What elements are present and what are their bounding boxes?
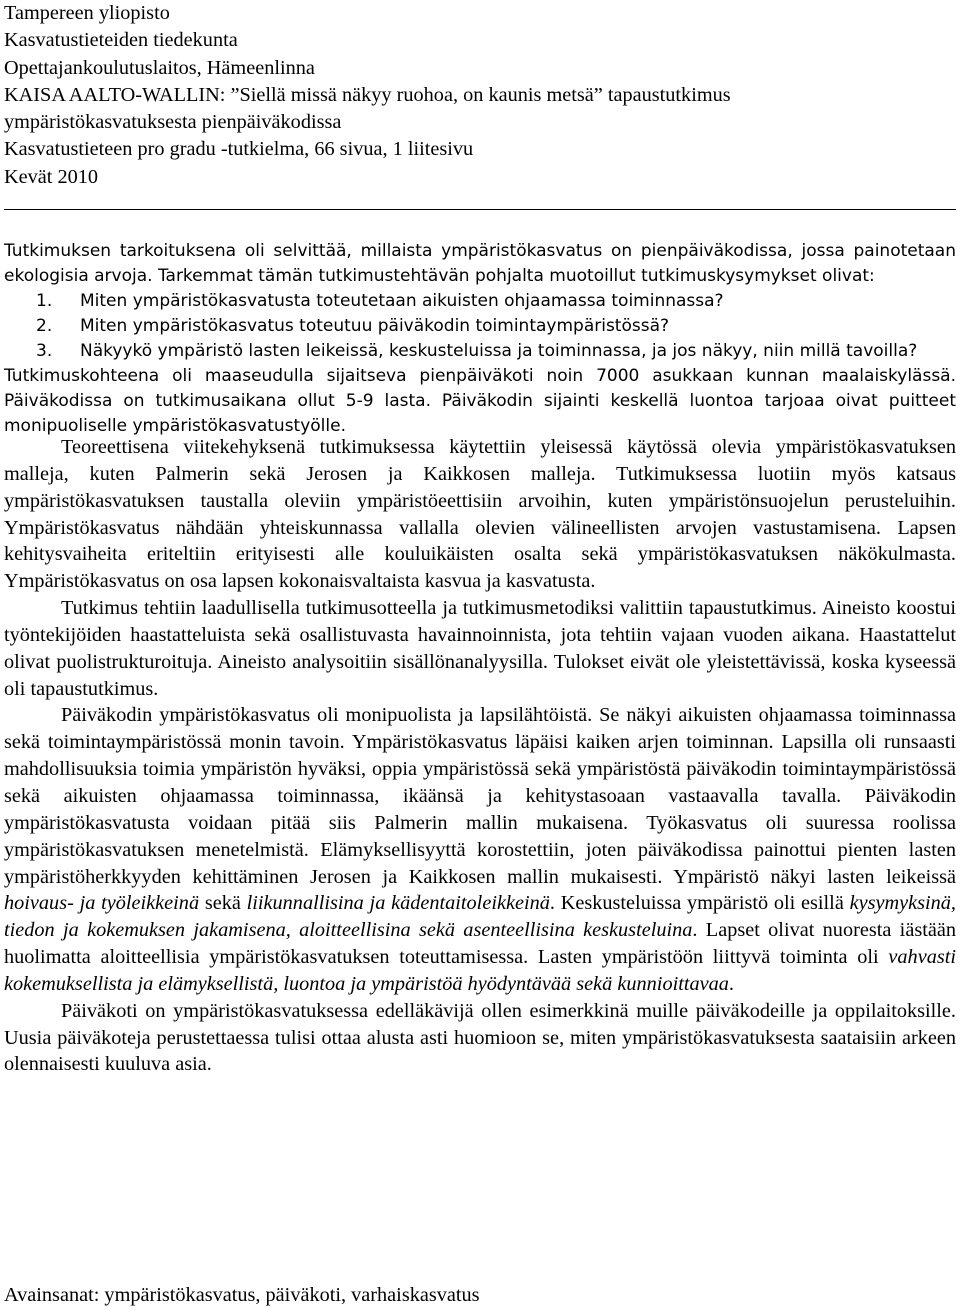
abstract-intro: Tutkimuksen tarkoituksena oli selvittää, millaista ympäristökasvatus on pienpäiväkodissa, jossa painotetaan ekologisia arvoja. Tarkemmat tämän tutkimustehtävän pohjalta muotoillut tutkimuskysymykset olivat: — [4, 241, 956, 286]
research-questions-list — [4, 289, 956, 364]
research-question-text: Miten ympäristökasvatus toteutuu päiväkodin toimintaympäristössä? — [80, 316, 670, 336]
research-context: Tutkimuskohteena oli maaseudulla sijaitseva pienpäiväkoti noin 7000 asukkaan kunnan maalaiskylässä. Päiväkodissa on tutkimusaikana ollut 5-9 lasta. Päiväkodin sijainti keskellä luontoa tarjoaa oivat puitteet monipuoliselle ympäristökasvatustyölle. — [4, 366, 956, 436]
thesis-title-line-2: ympäristökasvatuksesta pienpäiväkodissa — [4, 111, 342, 134]
keywords: Avainsanat: ympäristökasvatus, päiväkoti, varhaiskasvatus — [4, 1284, 480, 1306]
results-emphasis: vahvasti kokemuksellista ja elämyksellistä, luontoa ja ympäristöä hyödyntävää sekä kunnioittavaa — [4, 946, 956, 995]
theory-paragraph: Teoreettisena viitekehyksenä tutkimuksessa käytettiin yleisessä käytössä olevia ympäristökasvatuksen malleja, kuten Palmerin sekä Jerosen ja Kaikkosen malleja. Tutkimuksessa luotiin myös katsaus ympäristökasvatuksen taustalla oleviin ympäristöeettisiin arvoihin, kuten ympäristönsuojelun perusteluihin. Ympäristökasvatus nähdään yhteiskunnassa vallalla olevien välineellisten arvojen vastustamisena. Lapsen kehitysvaiheita eriteltiin erityisesti alle kouluikäisten osalta sekä ympäristökasvatuksen näkökulmasta. Ympäristökasvatus on osa lapsen kokonaisvaltaista kasvua ja kasvatusta. — [4, 436, 956, 593]
abstract-body — [4, 434, 956, 1078]
research-question-number: 3. — [36, 341, 53, 361]
thesis-title-line-1: KAISA AALTO-WALLIN: ”Siellä missä näkyy ruohoa, on kaunis metsä” tapaustutkimus — [4, 83, 731, 106]
faculty-name: Kasvatustieteiden tiedekunta — [4, 29, 238, 52]
conclusion-paragraph: Päiväkoti on ympäristökasvatuksessa edelläkävijä ollen esimerkkinä muille päiväkodeille ja oppilaitoksille. Uusia päiväkoteja perustettaessa tulisi ottaa alusta asti huomioon se, miten ympäristökasvatuksesta saataisiin arkeen olennaisesti kuuluva asia. — [4, 999, 956, 1076]
department-name: Opettajankoulutuslaitos, Hämeenlinna — [4, 56, 315, 79]
university-name: Tampereen yliopisto — [4, 2, 170, 24]
document-header — [4, 0, 956, 191]
method-paragraph: Tutkimus tehtiin laadullisella tutkimusotteella ja tutkimusmetodiksi valittiin tapaustutkimus. Aineisto koostui työntekijöiden haastatteluista sekä osallistuvasta havainnoinnista, jota tehtiin vajaan vuoden aikana. Haastattelut olivat puolistrukturoituja. Aineisto analysoitiin sisällönanalyysilla. Tulokset eivät ole yleistettävissä, koska kyseessä oli tapaustutkimus. — [4, 597, 956, 700]
results-emphasis: liikunnallisina ja kädentaitoleikkeinä — [246, 892, 550, 915]
research-question — [4, 289, 956, 314]
research-question — [4, 339, 956, 364]
results-text: . — [728, 972, 734, 995]
abstract-section — [4, 239, 956, 439]
research-question-number: 2. — [36, 316, 53, 336]
results-text: sekä — [199, 892, 247, 915]
header-divider — [4, 209, 956, 210]
results-text: . Keskusteluissa ympäristö oli esillä — [549, 892, 850, 915]
results-text: . Lapset olivat nuoresta iästään huolimatta aloitteellisia ympäristökasvatuksen toteuttamisessa. Lasten ympäristöön liittyvä toiminta oli — [4, 919, 956, 969]
research-question-text: Näkyykö ympäristö lasten leikeissä, keskusteluissa ja toiminnassa, ja jos näkyy, niin millä tavoilla? — [80, 341, 918, 361]
results-emphasis: hoivaus- ja työleikkeinä — [4, 892, 200, 915]
thesis-date: Kevät 2010 — [4, 165, 99, 188]
results-text: Päiväkodin ympäristökasvatus oli monipuolista ja lapsilähtöistä. Se näkyi aikuisten ohjaamassa toiminnassa sekä toimintaympäristössä monin tavoin. Ympäristökasvatus läpäisi kaiken arjen toiminnan. Lapsilla oli runsaasti mahdollisuuksia toimia ympäristön hyväksi, oppia ympäristössä sekä ympäristöstä päiväkodin toimintaympäristössä sekä aikuisten ohjaamassa toiminnassa, ikäänsä ja kehitystasoaan vastaavalla tavalla. Päiväkodin ympäristökasvatusta voidaan pitää siis Palmerin mallin mukaisena. Työkasvatus oli suuressa roolissa ympäristökasvatuksen menetelmistä. Elämyksellisyyttä korostettiin, joten päiväkodissa painottui pienten lasten ympäristöherkkyyden kehittäminen Jerosen ja Kaikkosen mallin mukaisesti. Ympäristö näkyi lasten leikeissä — [4, 704, 956, 888]
research-question-text: Miten ympäristökasvatusta toteutetaan aikuisten ohjaamassa toiminnassa? — [80, 291, 724, 311]
results-emphasis: kysymyksinä, tiedon ja kokemuksen jakamisena, aloitteellisina sekä asenteellisina keskusteluina — [4, 892, 957, 942]
results-paragraph — [4, 702, 956, 997]
research-question — [4, 314, 956, 339]
thesis-info: Kasvatustieteen pro gradu -tutkielma, 66 sivua, 1 liitesivu — [4, 138, 474, 161]
research-question-number: 1. — [36, 291, 53, 311]
